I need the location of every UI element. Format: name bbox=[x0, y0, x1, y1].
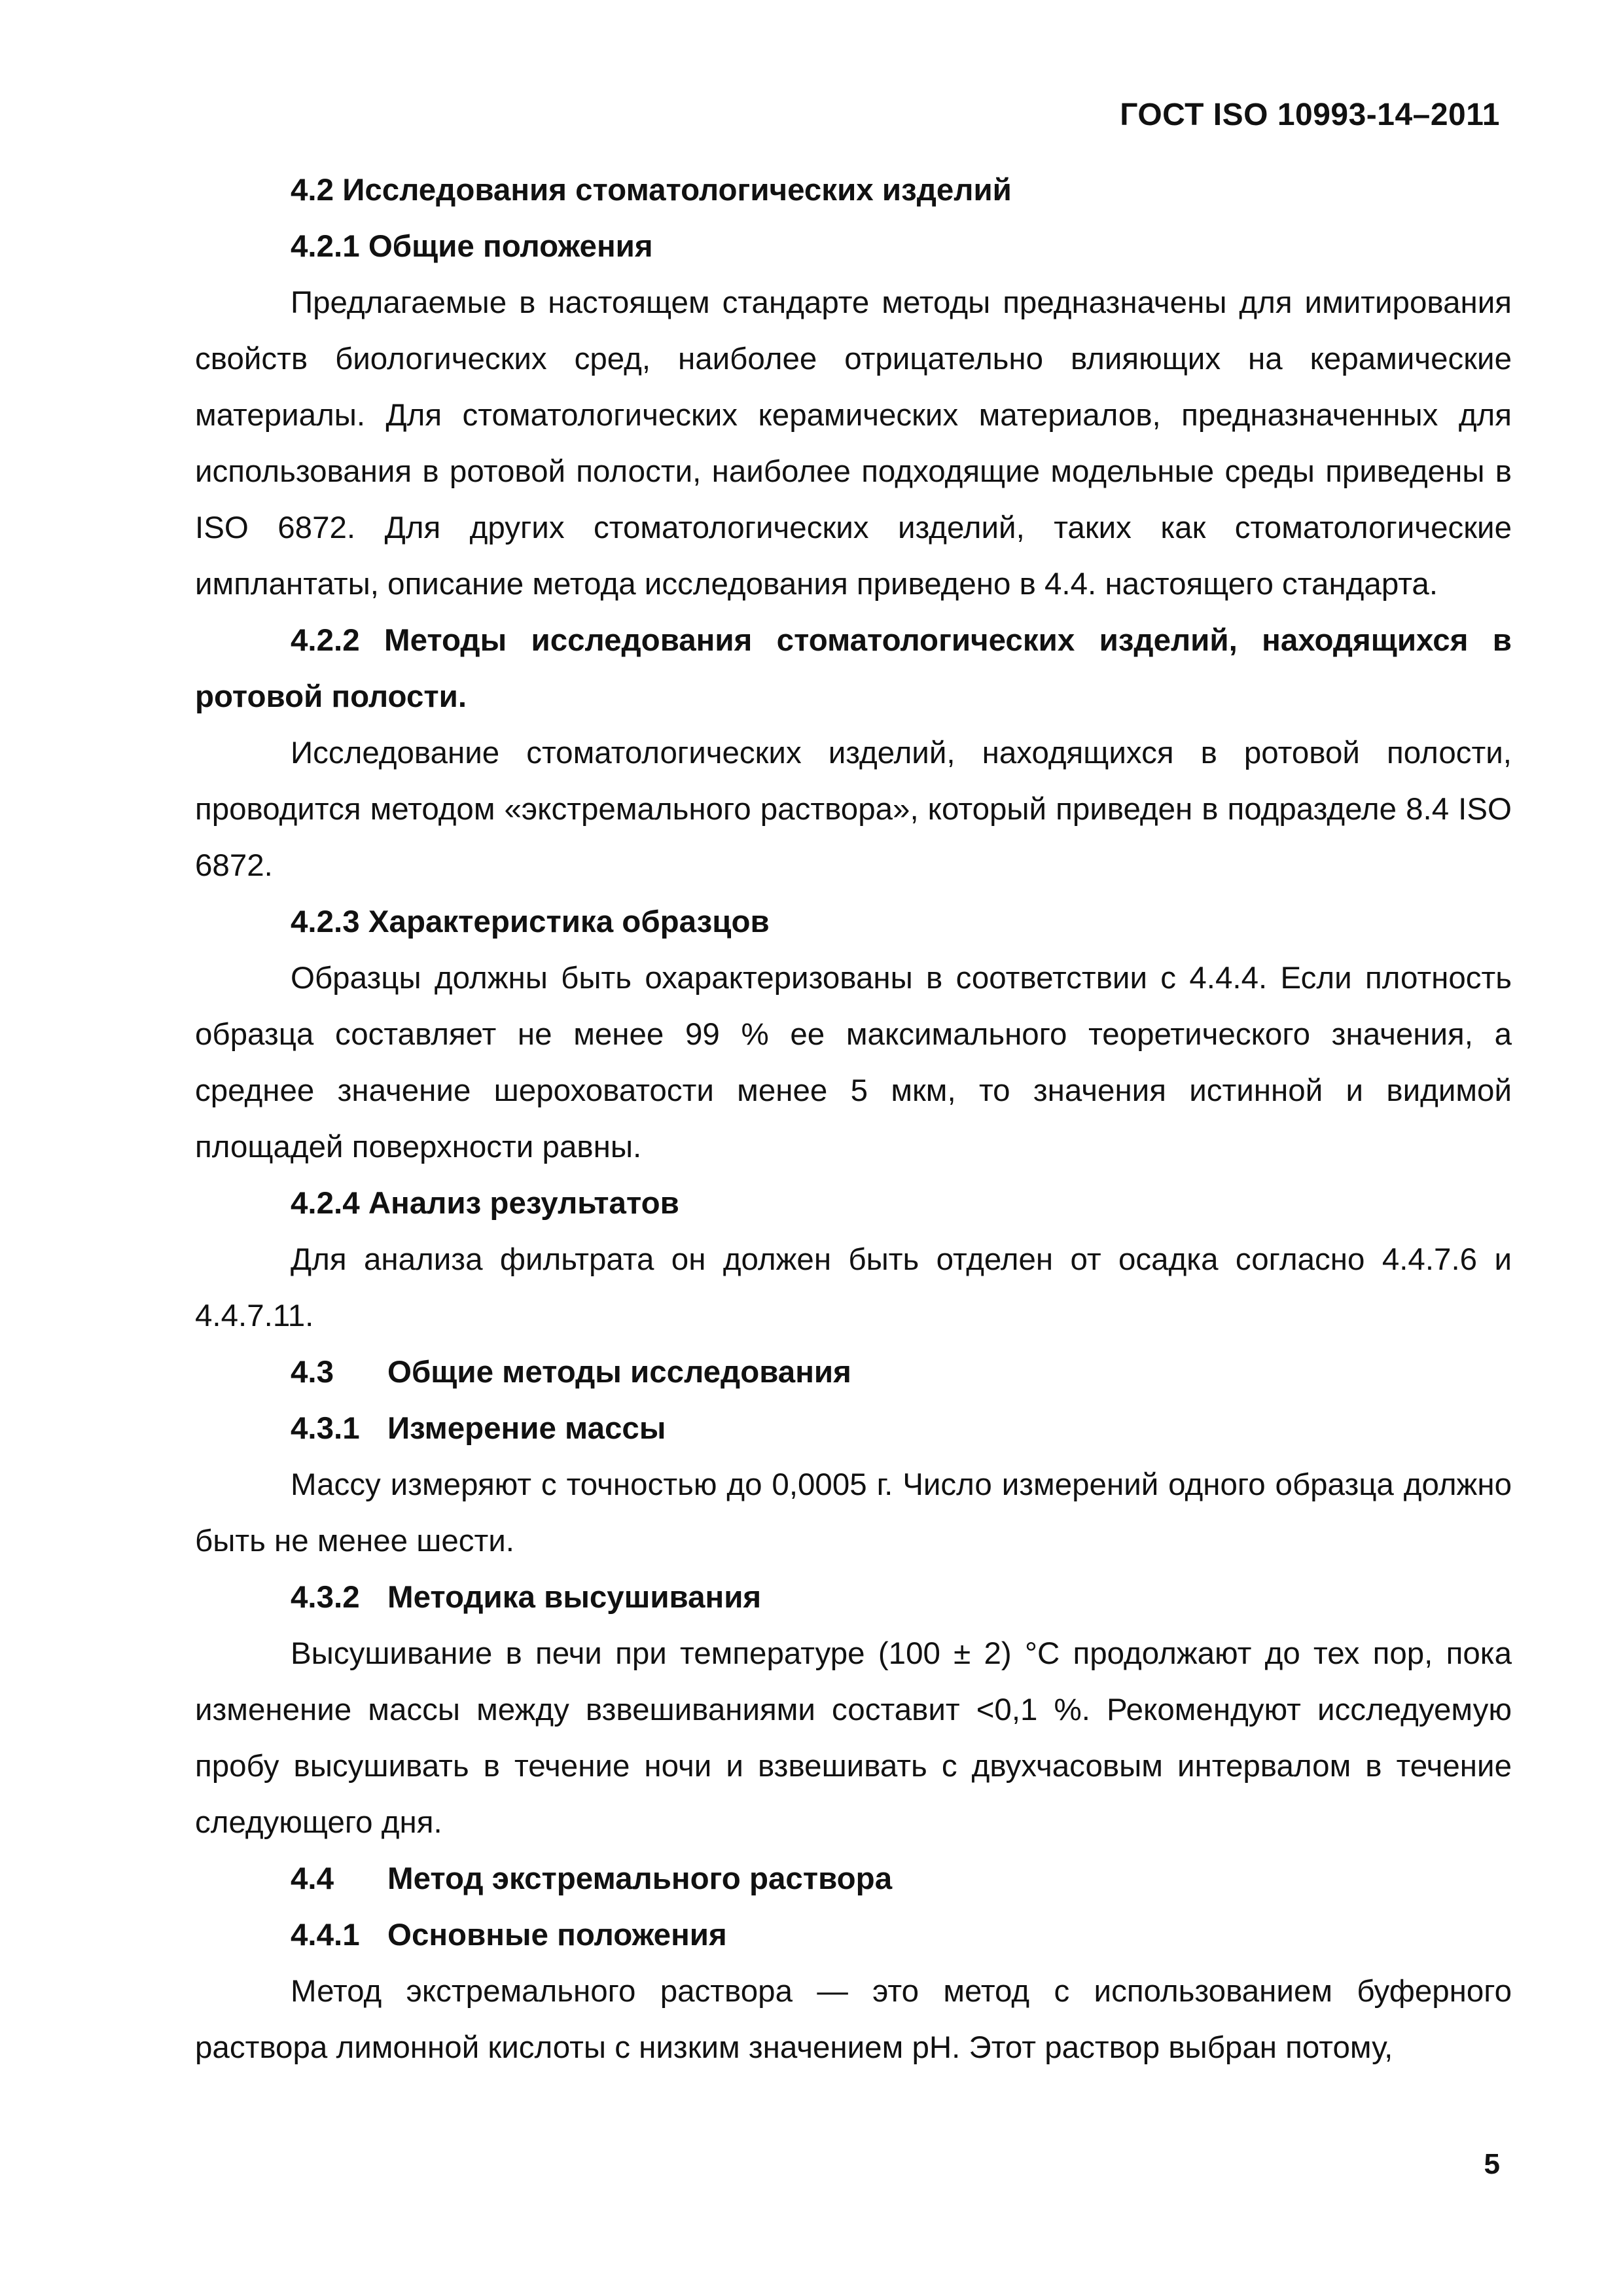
section-heading-4-2-4: 4.2.4 Анализ результатов bbox=[291, 1186, 679, 1221]
section-heading-4-3-2 bbox=[195, 1570, 1512, 1626]
document-header: ГОСТ ISO 10993-14–2011 bbox=[1120, 98, 1500, 132]
paragraph-4-2-1: Предлагаемые в настоящем стандарте методы предназначены для имитирования свойств биологических сред, наиболее отрицательно влияющих на керамические материалы. Для стоматологических керамических материалов, предназначенных для использования в ротовой полости, наиболее подходящие модельные среды приведены в ISO 6872. Для других стоматологических изделий, таких как стоматологические имплантаты, описание метода исследования приведено в 4.4. настоящего стандарта. bbox=[195, 285, 1512, 601]
section-title: Общие методы исследования bbox=[387, 1355, 851, 1390]
paragraph-4-2-3: Образцы должны быть охарактеризованы в соответствии с 4.4.4. Если плотность образца составляет не менее 99 % ее максимального теоретического значения, а среднее значение шероховатости менее 5 мкм, то значения истинной и видимой площадей поверхности равны. bbox=[195, 961, 1512, 1164]
section-title: Метод экстремального раствора bbox=[387, 1861, 893, 1896]
section-title: Методика высушивания bbox=[387, 1580, 762, 1615]
paragraph-4-2-4: Для анализа фильтрата он должен быть отделен от осадка согласно 4.4.7.6 и 4.4.7.11. bbox=[195, 1242, 1512, 1333]
section-heading-4-3-1 bbox=[195, 1401, 1512, 1457]
page-number: 5 bbox=[1484, 2148, 1500, 2180]
section-heading-4-4-1 bbox=[195, 1907, 1512, 1964]
section-number: 4.3 bbox=[291, 1355, 334, 1390]
section-number: 4.4 bbox=[291, 1861, 334, 1896]
section-heading-4-2-3: 4.2.3 Характеристика образцов bbox=[291, 905, 770, 939]
section-heading-4-2-1: 4.2.1 Общие положения bbox=[291, 229, 653, 264]
section-heading-4-2: 4.2 Исследования стоматологических изделий bbox=[291, 173, 1012, 207]
section-number: 4.4.1 bbox=[291, 1918, 360, 1952]
paragraph-4-3-1: Массу измеряют с точностью до 0,0005 г. Число измерений одного образца должно быть не менее шести. bbox=[195, 1467, 1512, 1558]
paragraph-4-4-1: Метод экстремального раствора — это метод с использованием буферного раствора лимонной кислоты с низким значением pH. Этот раствор выбран потому, bbox=[195, 1974, 1512, 2065]
paragraph-4-3-2: Высушивание в печи при температуре (100 ± 2) °С продолжают до тех пор, пока изменение массы между взвешиваниями составит <0,1 %. Рекомендуют исследуемую пробу высушивать в течение ночи и взвешивать с двухчасовым интервалом в течение следующего дня. bbox=[195, 1636, 1512, 1840]
paragraph-4-2-2: Исследование стоматологических изделий, находящихся в ротовой полости, проводится методом «экстремального раствора», который приведен в подразделе 8.4 ISO 6872. bbox=[195, 736, 1512, 883]
section-number: 4.3.2 bbox=[291, 1580, 360, 1615]
document-body bbox=[195, 162, 1512, 2076]
section-title: Основные положения bbox=[387, 1918, 727, 1952]
section-heading-4-2-2: 4.2.2 Методы исследования стоматологических изделий, находящихся в ротовой полости. bbox=[195, 623, 1512, 714]
section-heading-4-4 bbox=[195, 1851, 1512, 1907]
section-number: 4.3.1 bbox=[291, 1411, 360, 1446]
section-title: Измерение массы bbox=[387, 1411, 666, 1446]
section-heading-4-3 bbox=[195, 1344, 1512, 1401]
